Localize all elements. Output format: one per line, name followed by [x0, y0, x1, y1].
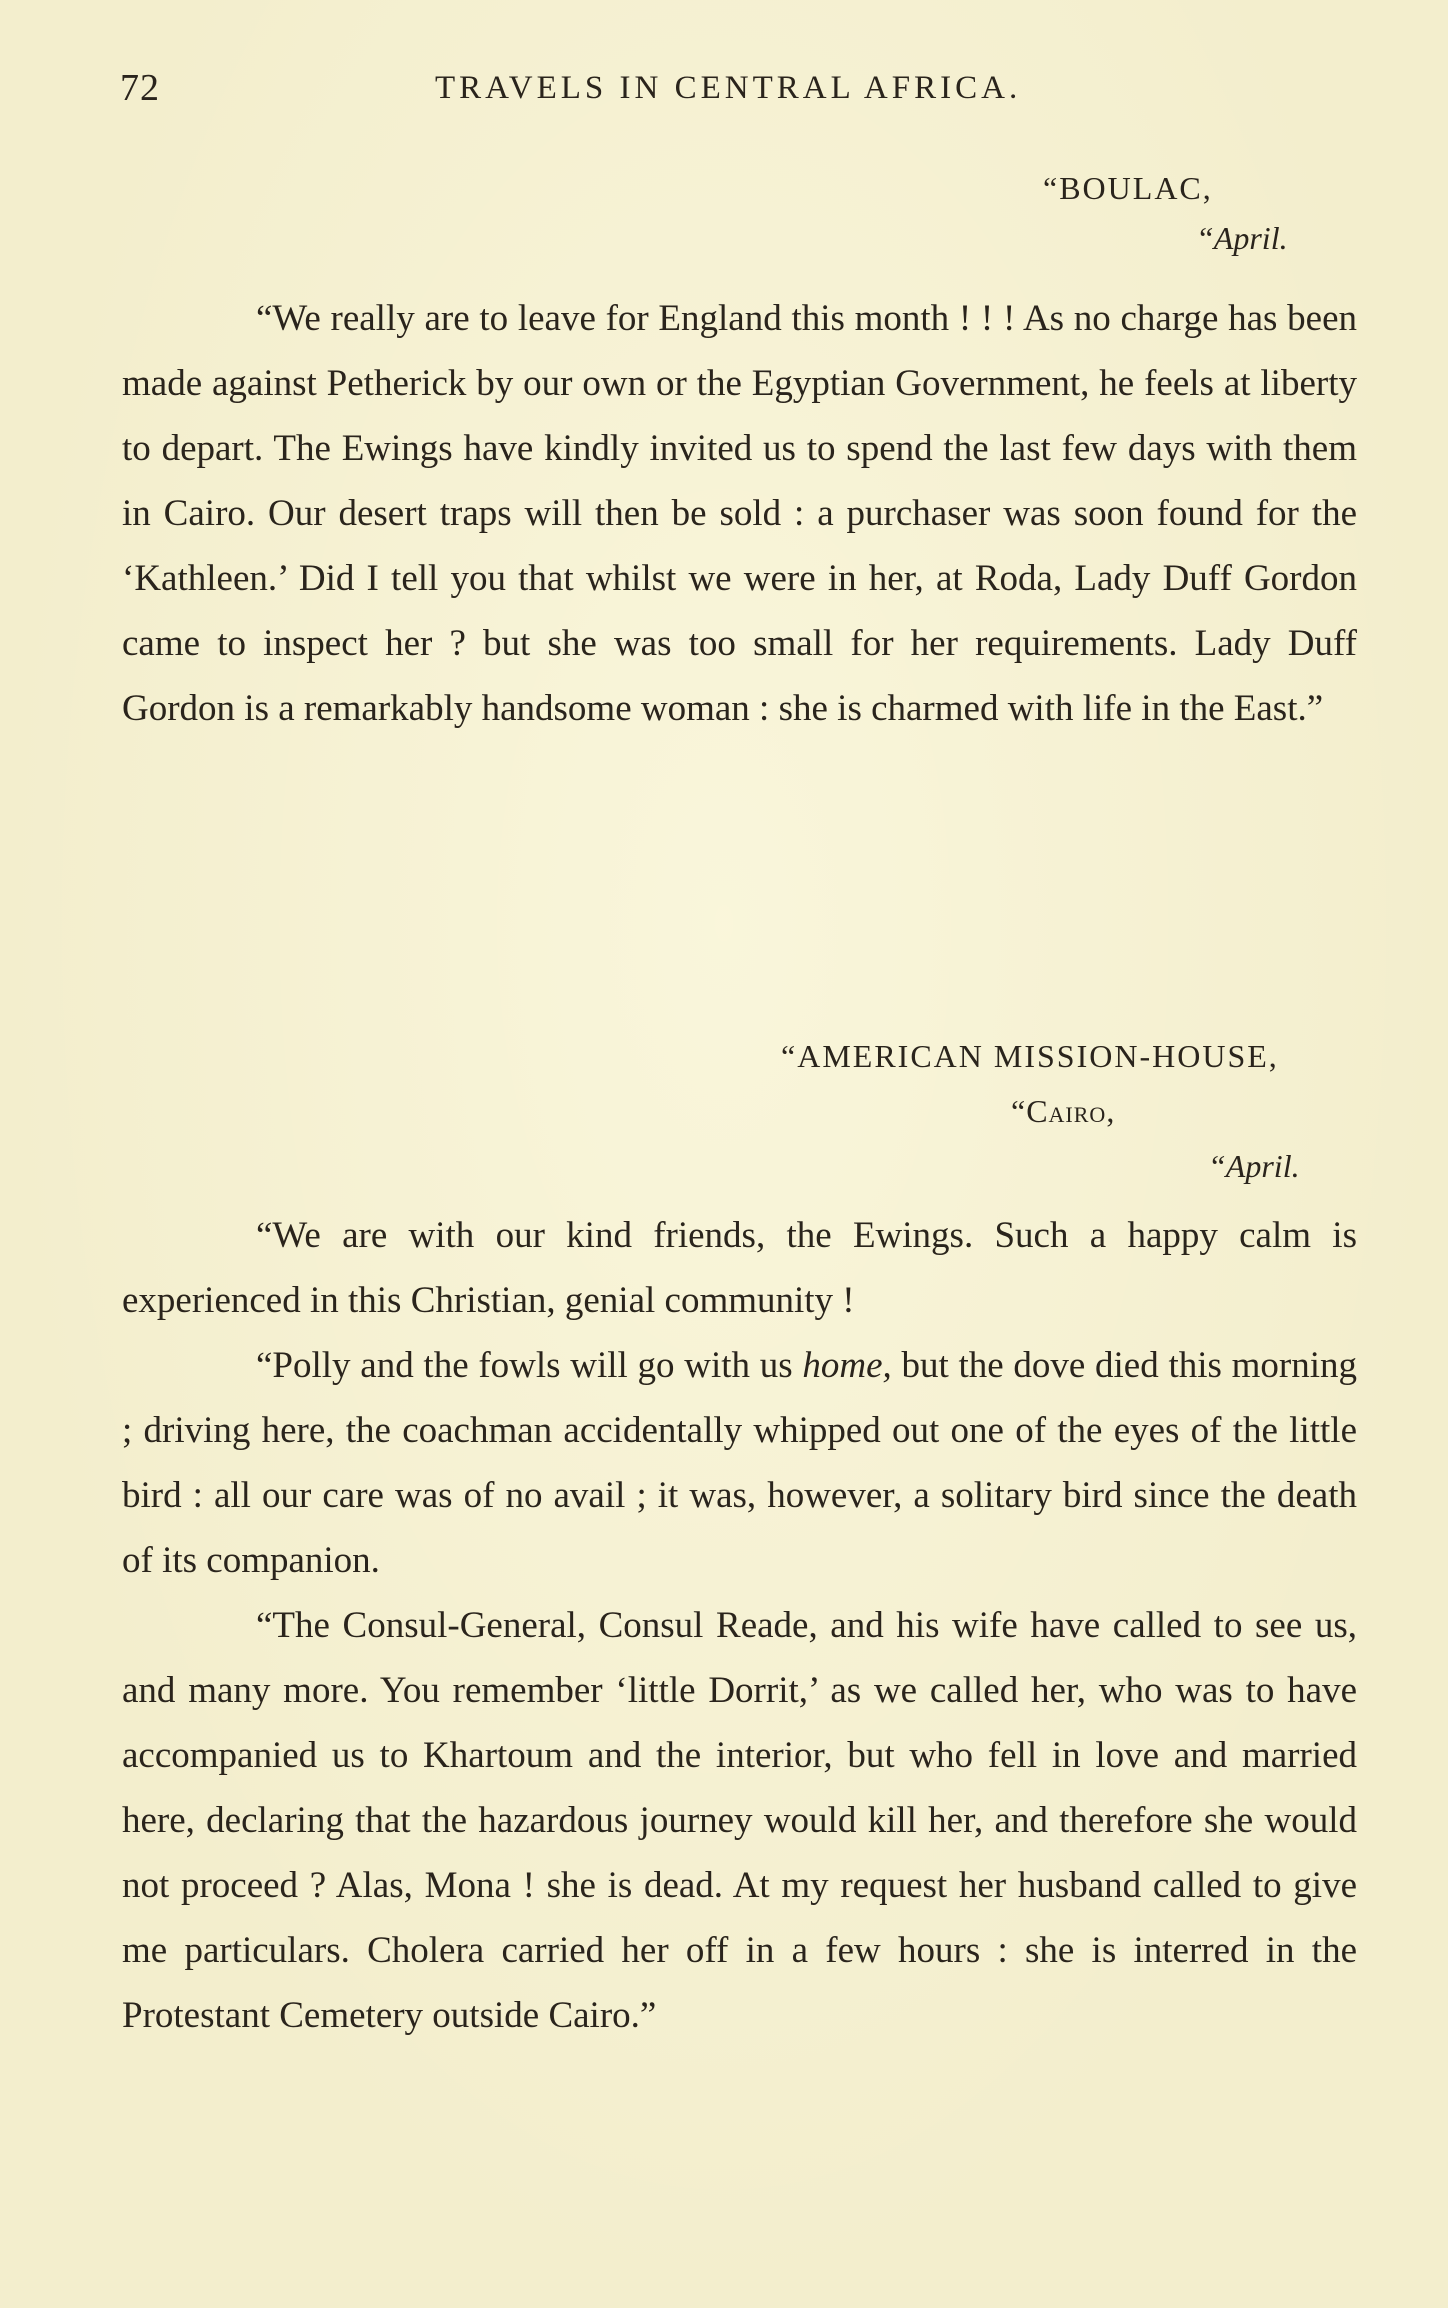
letter1-place: “BOULAC,: [1043, 170, 1213, 206]
letter1-date: “April.: [1196, 220, 1288, 256]
paragraph-text: “Polly and the fowls will go with us: [256, 1345, 803, 1386]
paragraph-text: “We really are to leave for England this month ! ! ! As no charge has been made against Petherick by our own or the Egyptian Government, he feels at liberty to depart. The Ewings have kindly invited us to spend the last few days with them in Cairo. Our desert traps will then be sold : a purchaser was soon found for the ‘Kathleen.’ Did I tell you that whilst we were in her, at Roda, Lady Duff Gordon came to inspect her ? but she was too small for her requirements. Lady Duff Gordon is a remarkably handsome woman : she is charmed with life in the East.”: [122, 298, 1357, 729]
paragraph: [122, 1333, 1357, 1593]
letter2-body: [122, 1203, 1357, 2048]
paragraph: [122, 1203, 1357, 1333]
paragraph: [122, 286, 1357, 741]
paragraph-text: “We are with our kind friends, the Ewings. Such a happy calm is experienced in this Christian, genial community !: [122, 1215, 1357, 1321]
running-head: [120, 66, 1350, 116]
letter2-place: “AMERICAN MISSION-HOUSE,: [781, 1038, 1279, 1074]
paragraph-text: but the dove died this morning ; driving here, the coachman accidentally whipped out one of the eyes of the little bird : all our care was of no avail ; it was, however, a solitary bird since the death of its companion.: [122, 1345, 1357, 1581]
emphasis-text: home,: [802, 1345, 892, 1386]
letter1-body: [122, 286, 1357, 741]
letter2-date: “April.: [1208, 1148, 1300, 1184]
paragraph-text: “The Consul-General, Consul Reade, and his wife have called to see us, and many more. You remember ‘little Dorrit,’ as we called her, who was to have accompanied us to Khartoum and the interior, but who fell in love and married here, declaring that the hazardous journey would kill her, and therefore she would not proceed ? Alas, Mona ! she is dead. At my request her husband called to give me particulars. Cholera carried her off in a few hours : she is interred in the Protestant Cemetery outside Cairo.”: [122, 1605, 1357, 2036]
paragraph: [122, 1593, 1357, 2048]
running-title: TRAVELS IN CENTRAL AFRICA.: [435, 70, 1022, 106]
letter2-city: “Cairo,: [1011, 1093, 1116, 1129]
page-number: 72: [120, 67, 160, 109]
